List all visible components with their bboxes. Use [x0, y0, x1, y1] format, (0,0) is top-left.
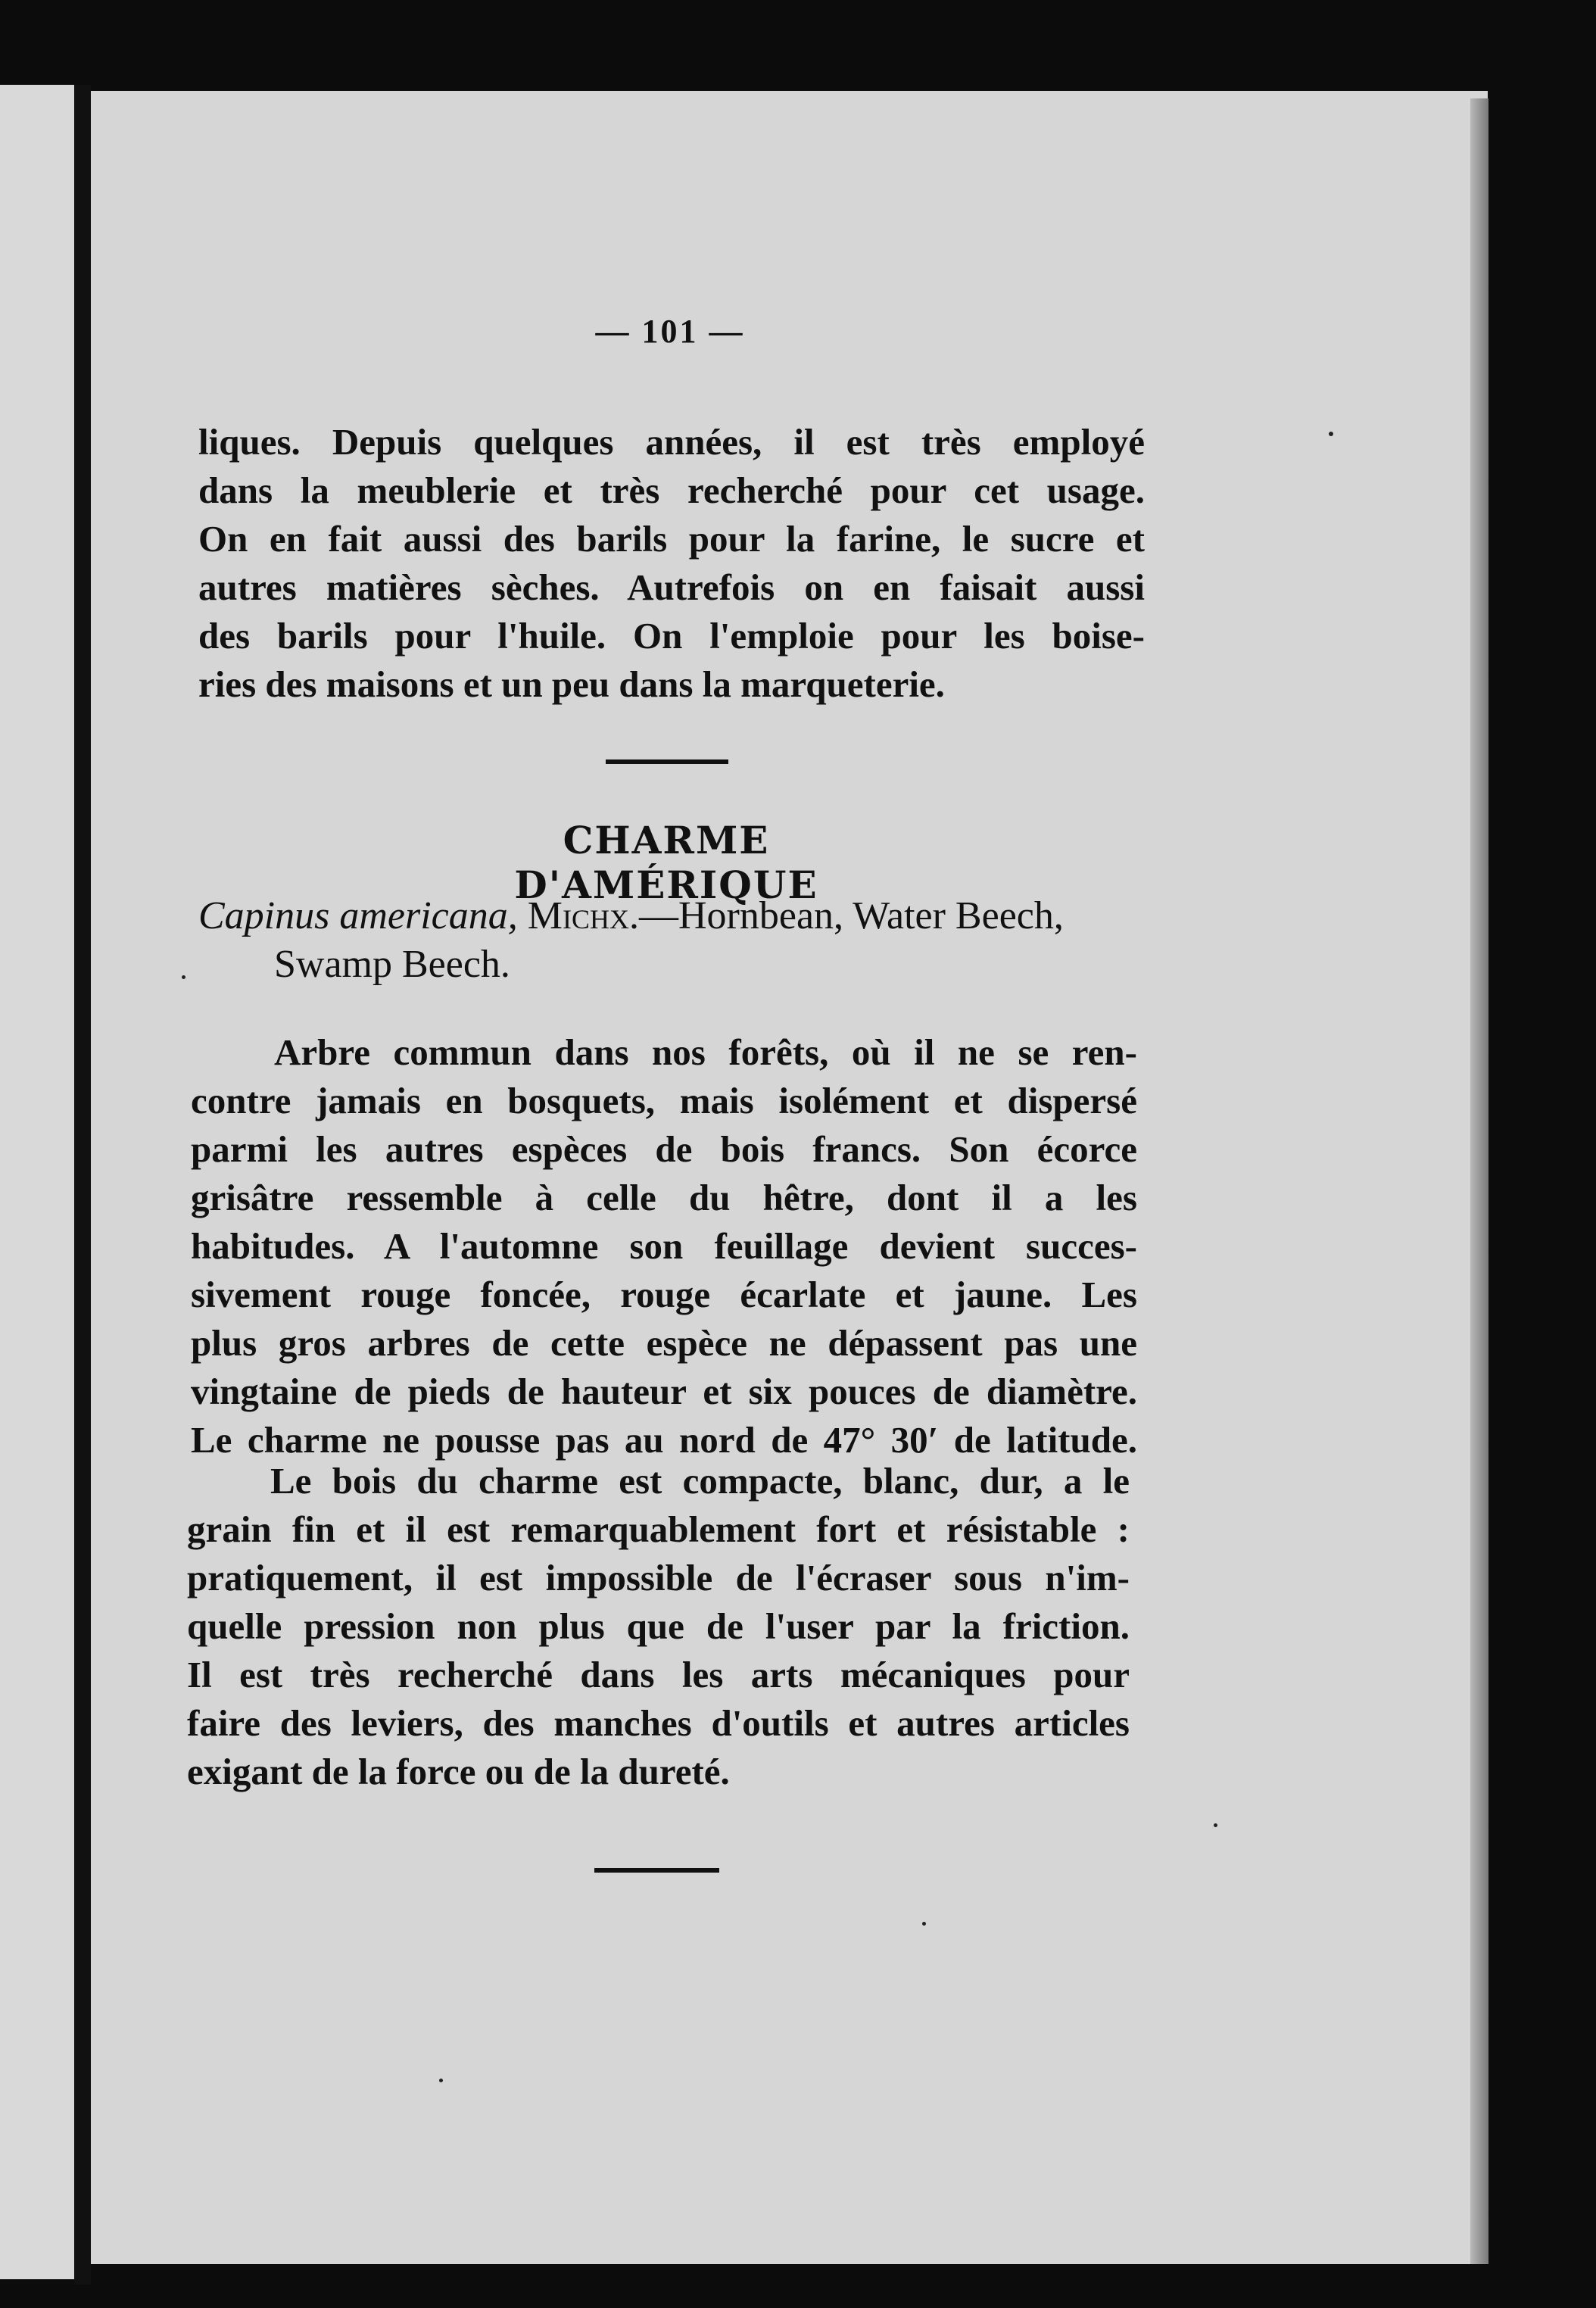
text-line: grain fin et il est remarquablement fort et résistable : — [187, 1508, 1130, 1550]
synonymy-line: Swamp Beech. — [274, 943, 510, 986]
author-abbrev: Michx. — [527, 894, 639, 937]
end-divider — [594, 1868, 719, 1873]
text-line: Il est très recherché dans les arts mécaniques pour — [187, 1654, 1130, 1695]
scan-speck — [1214, 1823, 1217, 1827]
text-line: grisâtre ressemble à celle du hêtre, dont il a les — [191, 1177, 1137, 1218]
text-line: On en fait aussi des barils pour la farine, le sucre et — [198, 518, 1145, 560]
book-gutter — [74, 85, 91, 2285]
text-line: quelle pression non plus que de l'user par la friction. — [187, 1605, 1130, 1647]
text-line: vingtaine de pieds de hauteur et six pouces de diamètre. — [191, 1371, 1137, 1412]
text-line: Le bois du charme est compacte, blanc, dur, a le — [270, 1460, 1130, 1502]
adjacent-left-page — [0, 85, 74, 2279]
text-line: Le charme ne pousse pas au nord de 47° 30′ de latitude. — [191, 1419, 1137, 1461]
page-edge-shadow — [1470, 98, 1488, 2264]
scan-speck — [922, 1922, 926, 1926]
section-title: CHARME D'AMÉRIQUE — [514, 818, 818, 907]
text-line: autres matières sèches. Autrefois on en faisait aussi — [198, 566, 1145, 608]
text-line: ries des maisons et un peu dans la marqueterie. — [198, 663, 945, 705]
scientific-name: Capinus americana, — [198, 894, 518, 937]
text-line: Arbre commun dans nos forêts, où il ne se ren- — [274, 1031, 1137, 1073]
page-number: — 101 — — [595, 313, 745, 350]
text-line: plus gros arbres de cette espèce ne dépassent pas une — [191, 1322, 1137, 1364]
scan-speck — [1329, 432, 1333, 436]
common-names: —Hornbean, Water Beech, — [639, 894, 1064, 937]
text-line: dans la meublerie et très recherché pour cet usage. — [198, 469, 1145, 511]
scan-speck — [182, 975, 185, 979]
text-line: pratiquement, il est impossible de l'écraser sous n'im- — [187, 1557, 1130, 1598]
text-line: habitudes. A l'automne son feuillage devient succes- — [191, 1225, 1137, 1267]
text-line: faire des leviers, des manches d'outils et autres articles — [187, 1702, 1130, 1744]
section-divider — [606, 759, 728, 764]
text-line: exigant de la force ou de la dureté. — [187, 1751, 730, 1792]
text-line: liques. Depuis quelques années, il est très employé — [198, 421, 1145, 463]
text-line: contre jamais en bosquets, mais isolément et dispersé — [191, 1080, 1137, 1121]
text-line: sivement rouge foncée, rouge écarlate et jaune. Les — [191, 1274, 1137, 1315]
scan-speck — [439, 2079, 443, 2082]
text-line: parmi les autres espèces de bois francs. Son écorce — [191, 1128, 1137, 1170]
text-line: des barils pour l'huile. On l'emploie pour les boise- — [198, 615, 1145, 657]
synonymy-line — [198, 892, 1064, 940]
